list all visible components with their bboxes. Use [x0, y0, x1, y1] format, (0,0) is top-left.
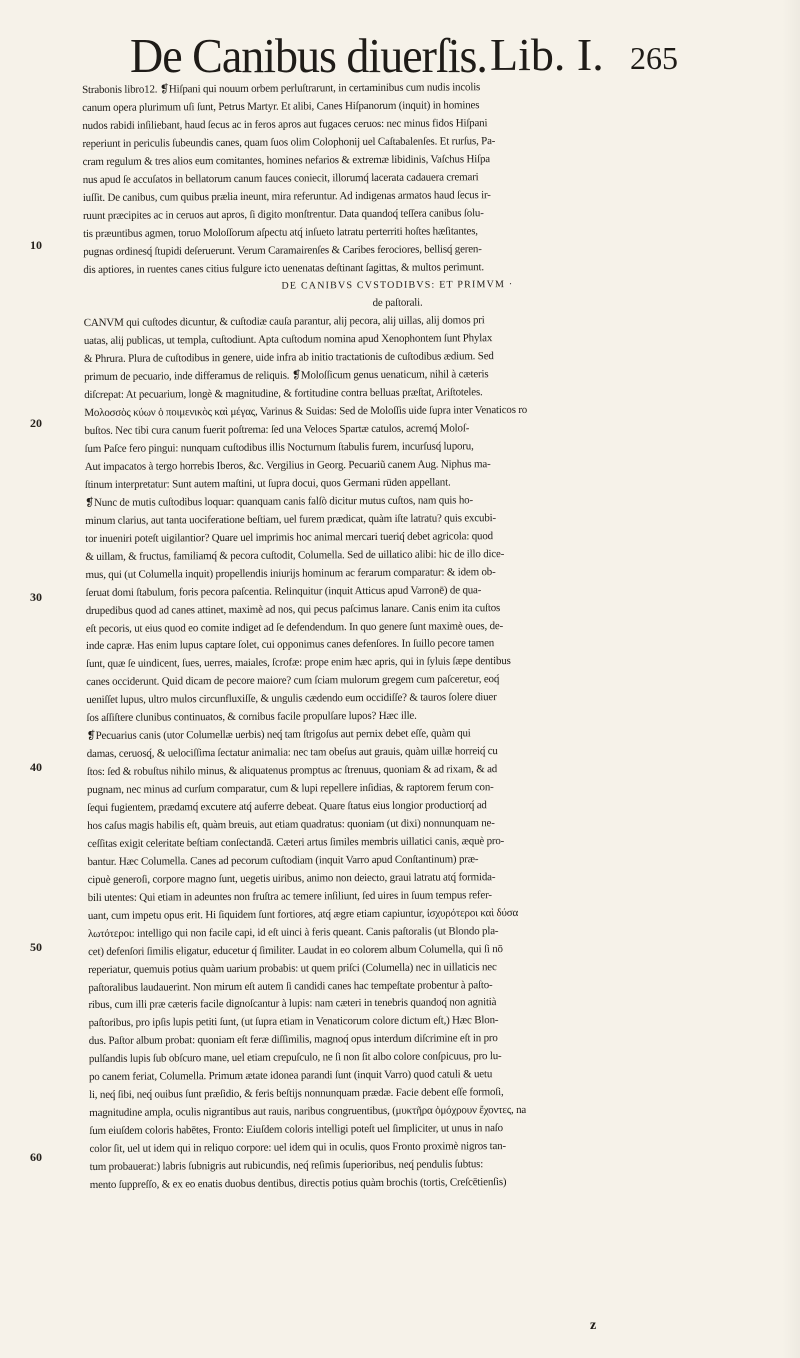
text-line: nus apud ſe accuſatos in bellatorum canum fauces coniecit, illorumq́ lacerata cadauera cremari [82, 170, 479, 186]
text-line: & uillam, & fructus, familiamq́ & pecora cuſtodit, Columella. Sed de uillatico alibi: hic de illo dice- [85, 547, 505, 563]
text-line: iuſſit. De canibus, cum quibus prælia ineunt, mira referuntur. Ad indigenas armatos haud ſecus ir- [82, 188, 491, 204]
margin-line-number: 20 [30, 416, 42, 430]
text-line: ſos aſſiſtere clunibus continuatos, & cornibus facile propulſare lupos? Hæc ille. [86, 709, 417, 725]
text-line: dis aptiores, in ruentes canes citius fulgure icto uenenatas deſtinant ſagittas, & multos perimunt. [83, 260, 484, 276]
book-number: Lib. I. [490, 29, 604, 80]
main-text-block [82, 78, 718, 1266]
text-line: ſtinum interpretatur: Sunt autem maſtini, ut ſupra docui, quos Germani rüden appellant. [84, 476, 451, 491]
text-line: uatas, alij publicas, ut templa, cuſtodiunt. Apta cuſtodum nomina apud Xenophontem ſunt Phylax [83, 332, 493, 348]
text-line: mus, qui (ut Columella inquit) propellendis iniurijs hominum ac ferarum comparatur: & idem ob- [85, 565, 496, 581]
text-line: paſtoralibus laudauerint. Non mirum eſt autem ſi candidi canes hac tempeſtate probentur à paſto- [88, 978, 493, 994]
text-line: pugnam, nec minus ad curſum comparatur, cum & lupi repellere inſidias, & raptorem ferum con- [86, 781, 494, 797]
text-line: paſtoribus, pro ipſis lupis petiti ſunt, (ut ſupra etiam in Venaticorum colore dictum eſt,) Hæc Blon- [88, 1014, 499, 1030]
running-title: De Canibus diuerſis. [130, 28, 487, 83]
text-line: bili utentes: Qui etiam in adeuntes non fruſtra ac temere inſiliunt, ſed uires in ſuum tempus refer- [87, 888, 492, 904]
text-line: ruunt præcipites ac in ceruos aut apros, ſi digito monſtrentur. Data quandoq́ teſſera canibus ſolu- [82, 206, 484, 222]
text-line: ueniſſet lupus, ultro mulos circunfluxiſſe, & ungulis cædendo eum occidiſſe? & tauros ſolere diuer [86, 691, 497, 707]
text-line: ❡Pecuarius canis (utor Columellæ uerbis) neq́ tam ſtrigoſus aut pernix debet eſſe, quàm qui [86, 727, 471, 743]
text-line: ſunt, quæ ſe uindicent, ſues, uerres, maiales, ſcrofæ: prope enim hæc apris, qui in ſyluis ſæpe dentibus [86, 655, 511, 671]
text-line: uant, cum impetu opus erit. Hi ſiquidem ſunt fortiores, atq́ ægre etiam capiuntur, ἰσχυρότεροι καὶ δύσα [87, 906, 519, 922]
text-line: ribus, cum illi præ cæteris facile dignoſcantur à lupis: nam cæteri in tenebris quandoq́ non agnitià [88, 996, 497, 1012]
text-line: drupedibus quod ad canes attinet, maximè ad nos, qui pecus paſcimus lanare. Canis enim ita cuſtos [85, 601, 501, 617]
text-line: magnitudine ampla, oculis nigrantibus aut rauis, naribus congruentibus, (μυκτῆρα ὁμόχρουν ἔχοντες, na [89, 1104, 527, 1120]
text-line: eſt pecoris, ut eius quod eo comite indiget ad ſe defendendum. In quo genere ſunt maximè oues, de- [85, 619, 504, 635]
text-line: pulſandis lupis ſub obſcuro mane, uel etiam crepuſculo, ne ſi non ſit albo colore conſpicuus, pro lu- [88, 1050, 502, 1066]
text-line: minum clarius, aut tanta uociferatione beſtiam, uel furem prædicat, quàm iſte latratu? quis excubi- [85, 511, 496, 527]
text-line: pugnas ordinesq́ ſtupidi deſeruerunt. Verum Caramairenſes & Caribes ferociores, bellisq́ geren- [83, 242, 482, 258]
text-line: CANVM qui cuſtodes dicuntur, & cuſtodiæ cauſa parantur, alij pecora, alij uillas, alij domos pri [83, 314, 485, 330]
text-line: ❡Nunc de mutis cuſtodibus loquar: quanquam canis falſò dicitur mutus cuſtos, nam quis ho- [84, 494, 473, 509]
text-line: DE CANIBVS CVSTODIBVS: ET PRIMVM · [281, 279, 514, 293]
text-line: color ſit, uel ut idem qui in reliquo corpore: uel idem qui in oculis, quos Fronto proximè nigros tan- [89, 1140, 506, 1156]
text-line: damas, ceruosq́, & uelociſſima ſectatur animalia: nec tam obeſus aut grauis, quàm uillæ horreiq́ cu [86, 745, 498, 761]
text-line: ſeruat domi ſtabulum, foris pecora paſcentia. Relinquitur (inquit Atticus apud Varronē) de qua- [85, 583, 482, 599]
text-line: cram regulum & tres alios eum comitantes, homines nefarios & extremæ libidinis, Vaſchus Hiſpa [82, 152, 490, 168]
text-line: ſum eiuſdem coloris habētes, Fronto: Eiuſdem coloris intelligi poteſt uel ſimpliciter, ut unus in naſo [89, 1122, 503, 1138]
text-line: ſtos: ſed & robuſtus nihilo minus, & aliquatenus promptus ac ſtrenuus, quoniam & ad rixam, & ad [86, 763, 498, 779]
margin-line-number: 60 [30, 1150, 42, 1164]
text-line: ſequi fugientem, prædamq́ excutere atq́ auferre debeat. Quare ſtatus eius longior productiorq́ ad [87, 799, 487, 814]
text-line: canes occiderunt. Quid dicam de pecore maiore? cum ſciam mulorum gregem cum paſceretur, eoq́ [86, 673, 500, 689]
text-line: hos caſus magis habilis eſt, quàm breuis, aut etiam quadratus: quoniam (ut dixi) nonnunquam ne- [87, 817, 495, 832]
text-line: inde capræ. Has enim lupus captare ſolet, cui opponimus canes defenſores. In ſuillo pecore tamen [85, 637, 495, 653]
margin-line-number: 40 [30, 760, 42, 774]
text-line: reperiunt in periculis ſubeundis canes, quam ſuos olim Colophonij uel Caſtabalenſes. Et rurſus, Pa- [82, 134, 496, 150]
text-line: li, neq́ ſibi, neq́ ouibus ſunt præſidio, & feris beſtijs nonnunquam prædæ. Facie debent eſſe formoſi, [89, 1086, 504, 1102]
text-line: λωτότεροι: intelligo qui non facile capi, id eſt uinci à feris queant. Canis paſtoralis (ut Blondo pla- [87, 924, 499, 940]
text-line: & Phrura. Plura de cuſtodibus in genere, uide infra ab initio tractationis de cuſtodibus ædium. Sed [83, 350, 494, 366]
folio-number: 265 [630, 40, 678, 76]
text-line: canum opera plurimum uſi ſunt, Petrus Martyr. Et alibi, Canes Hiſpanorum (inquit) in homines [82, 99, 480, 114]
text-line: reperiatur, quemuis potius quàm uarium probabis: ut quem priſci (Columella) nec in uillaticis nec [88, 960, 497, 976]
text-line: buſtos. Nec tibi cura canum fuerit poſtrema: ſed una Veloces Spartæ catulos, acremq́ Moloſ- [84, 422, 470, 438]
text-line: dus. Paſtor album probat: quoniam eſt feræ diſſimilis, magnoq́ opus interdum diſcrimine eſt in pro [88, 1032, 498, 1048]
text-line: ceſſitas exigit celeritate beſtiam conſectandā. Cæteri artus ſimiles membris uillatici canis, æquè pro- [87, 834, 505, 850]
text-line: Μολοσσὸς κύων ὁ ποιμενικὸς καὶ μέγας, Varinus & Suidas: Sed de Moloſſis uide ſupra inter Venaticos ro [84, 403, 528, 420]
text-line: mento ſuppreſſo, & ex eo enatis duobus dentibus, directis potius quàm brochis (tortis, Creſcētienſis) [89, 1176, 507, 1191]
text-line: tis præuntibus agmen, toruo Moloſſorum aſpectu atq́ inſueto latratu perterriti hoſtes hæſitantes, [83, 224, 478, 240]
text-line: nudos rabidi inſiliebant, haud ſecus ac in feros apros aut fugaces ceruos: nec minus fidos Hiſpani [82, 117, 488, 132]
text-line: cipuè generoſi, corpore magno ſunt, uegetis uiribus, animo non deiecto, graui latratu atq́ formida- [87, 870, 496, 886]
text-line: de paſtorali. [372, 297, 423, 310]
text-line: tum probauerat:) labris ſubnigris aut rubicundis, neq́ reſimis ſuperioribus, neq́ pendulis ſubtus: [89, 1158, 484, 1173]
text-line: cet) defenſori ſimilis eligatur, educetur q́ ſimiliter. Laudat in eo colorem album Columella, qui ſi nō [88, 942, 503, 958]
text-line: tor inueniri poteſt uigilantior? Quare uel imprimis hoc animal mercari tueriq́ debet agricola: quod [85, 529, 493, 545]
text-line: ſum Paſce fero pingui: nunquam cuſtodibus illis Nocturnum ſtabulis furem, incurſusq́ luporu, [84, 440, 474, 455]
text-line: diſcrepat: At pecuarium, longè & magnitudine, & fortitudine contra belluas præſtat, Ariſtoteles. [84, 386, 483, 402]
margin-line-number: 10 [30, 238, 42, 252]
margin-line-number: 50 [30, 940, 42, 954]
page-edge-shadow [782, 0, 800, 1358]
text-line: Strabonis libro12. ❡Hiſpani qui nouum orbem perluſtrarunt, in certaminibus cum nudis incolis [82, 81, 481, 96]
text-line: primum de pecuario, inde differamus de reliquis. ❡Moloſſicum genus uenaticum, nihil à cæteris [84, 368, 489, 384]
text-line: bantur. Hæc Columella. Canes ad pecorum cuſtodiam (inquit Varro apud Conſtantinum) præ- [87, 853, 479, 868]
signature-mark: z [590, 1318, 597, 1333]
margin-line-number: 30 [30, 590, 42, 604]
text-line: Aut impacatos à tergo horrebis Iberos, &c. Vergilius in Georg. Pecuariũ canem Aug. Niphus ma- [84, 458, 491, 473]
text-line: po canem feriat, Columella. Primum ætate idonea parandi ſunt (inquit Varro) quod catuli & uetu [88, 1068, 493, 1084]
